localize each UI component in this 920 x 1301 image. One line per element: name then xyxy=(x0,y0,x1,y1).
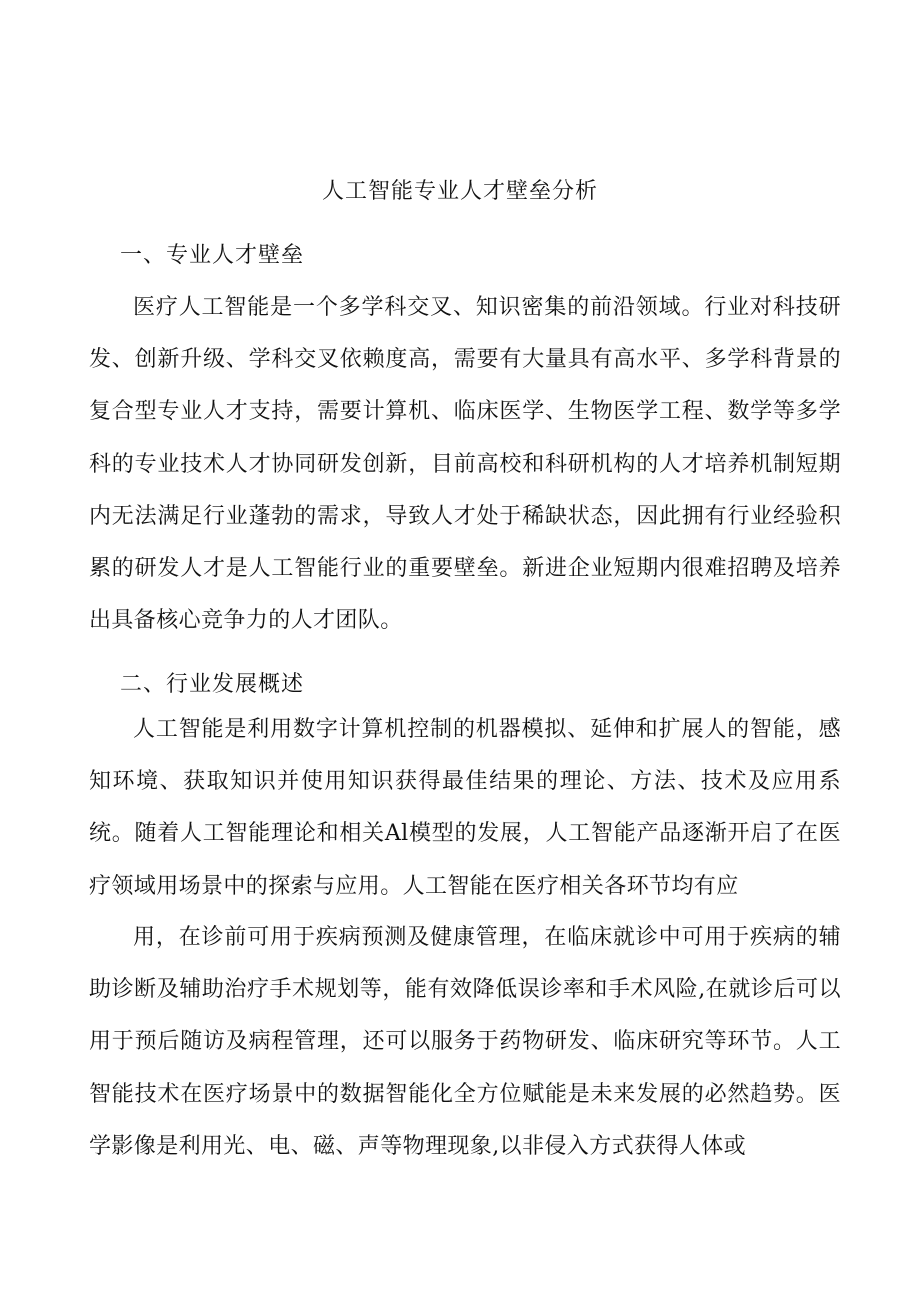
section-heading-talent-barrier: 一、专业人才壁垒 xyxy=(120,243,305,268)
paragraph-talent-barrier: 医疗人工智能是一个多学科交叉、知识密集的前沿领域。行业对科技研发、创新升级、学科交叉依赖度高，需要有大量具有高水平、多学科背景的复合型专业人才支持，需要计算机、临床医学、生物医学工程、数学等多学科的专业技术人才协同研发创新，目前高校和科研机构的人才培养机制短期内无法满足行业蓬勃的需求，导致人才处于稀缺状态，因此拥有行业经验积累的研发人才是人工智能行业的重要壁垒。新进企业短期内很难招聘及培养出具备核心竞争力的人才团队。 xyxy=(89,295,841,634)
section-heading-industry-overview: 二、行业发展概述 xyxy=(120,672,305,697)
document-title: 人工智能专业人才壁垒分析 xyxy=(321,179,598,204)
paragraph-industry-overview-1: 人工智能是利用数字计算机控制的机器模拟、延伸和扩展人的智能，感知环境、获取知识并使用知识获得最佳结果的理论、方法、技术及应用系统。随着人工智能理论和相关Al模型的发展，人工智能产品逐渐开启了在医疗领域用场景中的探索与应用。人工智能在医疗相关各环节均有应 xyxy=(89,717,841,899)
paragraph-industry-overview-2: 用，在诊前可用于疾病预测及健康管理，在临床就诊中可用于疾病的辅助诊断及辅助治疗手术规划等，能有效降低误诊率和手术风险,在就诊后可以用于预后随访及病程管理，还可以服务于药物研发、临床研究等环节。人工智能技术在医疗场景中的数据智能化全方位赋能是未来发展的必然趋势。医学影像是利用光、电、磁、声等物理现象,以非侵入方式获得人体或 xyxy=(89,925,841,1159)
